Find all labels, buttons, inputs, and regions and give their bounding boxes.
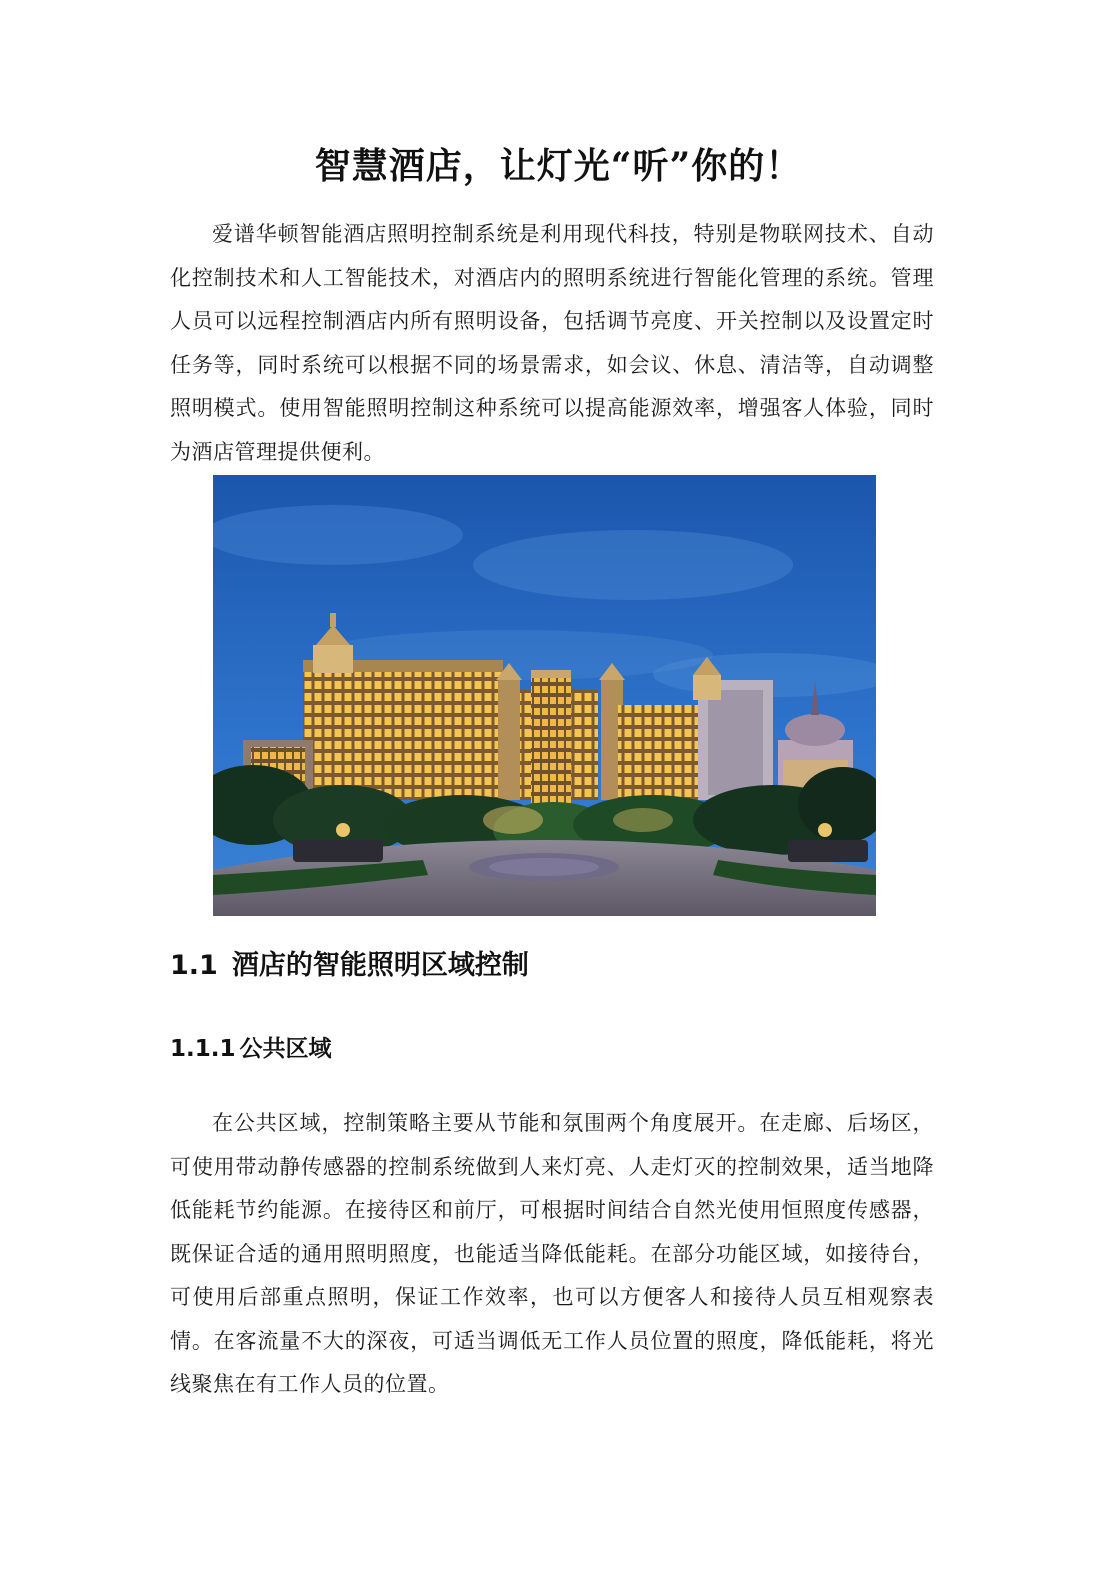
subsection-heading-1-1-1 xyxy=(170,1030,332,1063)
section-heading-1-1 xyxy=(170,943,529,982)
section-heading-text: 酒店的智能照明区域控制 xyxy=(231,950,529,981)
hotel-photo xyxy=(213,475,876,916)
intro-paragraph: 爱谱华顿智能酒店照明控制系统是利用现代科技，特别是物联网技术、自动化控制技术和人工智能技术，对酒店内的照明系统进行智能化管理的系统。管理人员可以远程控制酒店内所有照明设备，包括调节亮度、开关控制以及设置定时任务等，同时系统可以根据不同的场景需求，如会议、休息、清洁等，自动调整照明模式。使用智能照明控制这种系统可以提高能源效率，增强客人体验，同时为酒店管理提供便利。 xyxy=(170,222,934,464)
public-area-paragraph: 在公共区域，控制策略主要从节能和氛围两个角度展开。在走廊、后场区，可使用带动静传感器的控制系统做到人来灯亮、人走灯灭的控制效果，适当地降低能耗节约能源。在接待区和前厅，可根据时间结合自然光使用恒照度传感器，既保证合适的通用照明照度，也能适当降低能耗。在部分功能区域，如接待台，可使用后部重点照明，保证工作效率，也可以方便客人和接待人员互相观察表情。在客流量不大的深夜，可适当调低无工作人员位置的照度，降低能耗，将光线聚焦在有工作人员的位置。 xyxy=(170,1111,934,1396)
section-heading-number: 1.1 xyxy=(170,950,218,981)
subsection-heading-number: 1.1.1 xyxy=(170,1036,236,1062)
page-title: 智慧酒店，让灯光“听”你的！ xyxy=(314,145,803,187)
subsection-heading-text: 公共区域 xyxy=(239,1036,332,1062)
